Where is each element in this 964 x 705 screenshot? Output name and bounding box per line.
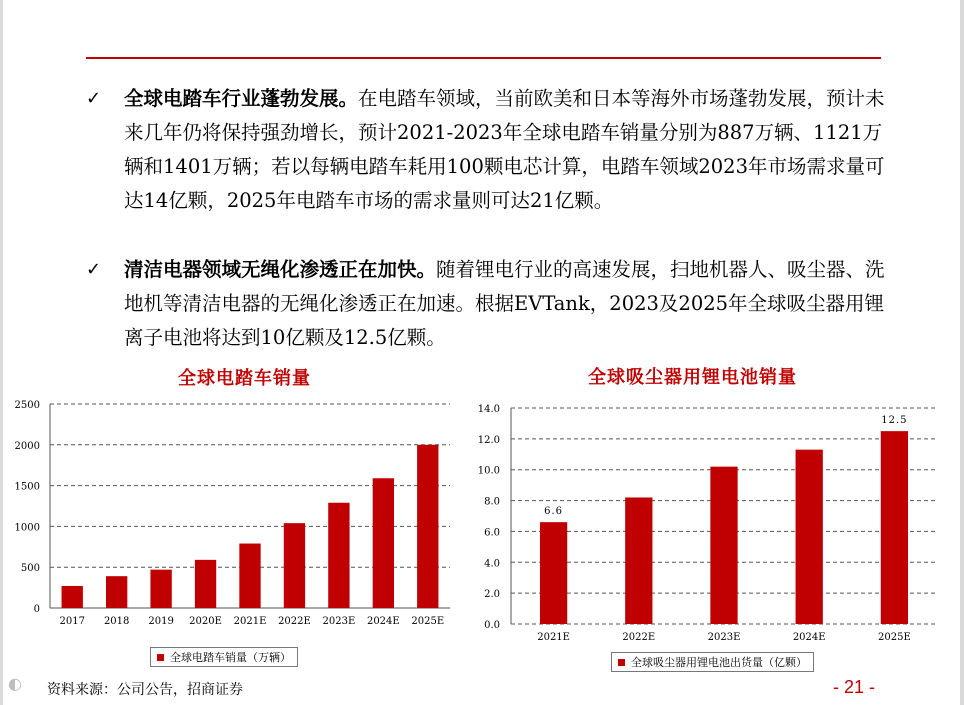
y-tick-label: 2500: [14, 400, 40, 411]
bar-2019: [150, 570, 171, 608]
y-tick-label: 2.0: [484, 589, 500, 601]
y-tick-label: 2000: [14, 440, 40, 452]
bar-2022E: [625, 497, 652, 624]
x-tick-label: 2025E: [878, 632, 911, 643]
y-tick-label: 12.0: [477, 434, 500, 446]
y-tick-label: 0: [33, 604, 40, 615]
bullet-body: 在电踏车领域，当前欧美和日本等海外市场蓬勃发展，预计未来几年仍将保持强劲增长，预计2021-2023年全球电踏车销量分别为887万辆、1121万辆和1401万辆；若以每辆电踏车耗用100颗电芯计算，电踏车领域2023年市场需求量可达14亿颗，2025年电踏车市场的需求量则可达21亿颗。: [124, 87, 885, 212]
x-tick-label: 2021E: [233, 616, 267, 627]
bar-2021E: [239, 544, 260, 608]
bullet-ebike: [86, 82, 896, 252]
bullet-lead: 全球电踏车行业蓬勃发展。: [124, 87, 359, 110]
bullet-text: [124, 82, 894, 218]
y-tick-label: 0.0: [484, 620, 500, 631]
bar-2025E: [417, 445, 438, 608]
bar-2024E: [373, 478, 394, 608]
chart2-title: 全球吸尘器用锂电池销量: [588, 367, 797, 388]
source-note: 资料来源：公司公告，招商证券: [47, 681, 243, 697]
x-tick-label: 2024E: [792, 632, 826, 643]
bullet-cleaning: [86, 253, 896, 355]
chart1-legend: [150, 647, 298, 667]
bullet-lead: 清洁电器领域无绳化渗透正在加快。: [124, 258, 437, 281]
y-tick-label: 1000: [14, 522, 40, 534]
x-tick-label: 2023E: [322, 616, 356, 627]
bar-2017: [62, 586, 83, 608]
x-tick-label: 2025E: [411, 616, 445, 627]
check-icon: ✓: [86, 259, 102, 280]
x-tick-label: 2022E: [622, 632, 656, 643]
x-tick-label: 2022E: [278, 616, 311, 627]
legend-swatch: [618, 659, 625, 666]
bar-2018: [106, 576, 127, 608]
bar-2023E: [328, 503, 349, 608]
chart1-plot: [15, 400, 450, 627]
right-frame-border: [960, 0, 964, 705]
x-tick-label: 2023E: [707, 632, 741, 643]
x-tick-label: 2017: [59, 616, 85, 627]
left-frame-border: [0, 0, 3, 705]
y-tick-label: 14.0: [477, 404, 500, 415]
bar-2021E: [540, 522, 567, 624]
check-icon: ✓: [86, 88, 102, 109]
y-tick-label: 1500: [14, 481, 40, 493]
bullet-text: [124, 253, 894, 355]
bar-2022E: [284, 523, 305, 608]
watermark-logo: ◐: [8, 674, 22, 693]
x-tick-label: 2024E: [366, 616, 400, 627]
legend-label: 全球电踏车销量（万辆）: [170, 651, 291, 664]
page-number: - 21 -: [833, 677, 876, 697]
y-tick-label: 4.0: [484, 558, 500, 570]
legend-label: 全球吸尘器用锂电池出货量（亿颗）: [631, 656, 807, 669]
y-tick-label: 10.0: [477, 465, 500, 477]
y-tick-label: 8.0: [484, 496, 500, 508]
bullet-body: 随着锂电行业的高速发展，扫地机器人、吸尘器、洗地机等清洁电器的无绳化渗透正在加速。根据EVTank，2023及2025年全球吸尘器用锂离子电池将达到10亿颗及12.5亿颗。: [124, 258, 885, 349]
chart2-legend: [611, 652, 814, 672]
x-tick-label: 2020E: [189, 616, 222, 627]
bar-2024E: [796, 450, 823, 624]
x-tick-label: 2019: [148, 616, 174, 627]
y-tick-label: 500: [20, 563, 40, 575]
x-tick-label: 2018: [103, 616, 130, 627]
header-rule: [86, 57, 881, 59]
chart1-title: 全球电踏车销量: [178, 368, 311, 389]
bar-2020E: [195, 560, 216, 608]
y-tick-label: 6.0: [484, 527, 500, 539]
bar-2025E: [881, 431, 908, 624]
bar-2023E: [710, 467, 737, 624]
legend-swatch: [157, 654, 164, 661]
chart2-plot: [478, 404, 937, 643]
data-label: 6.6: [544, 506, 564, 518]
x-tick-label: 2021E: [537, 632, 570, 643]
data-label: 12.5: [881, 415, 908, 427]
